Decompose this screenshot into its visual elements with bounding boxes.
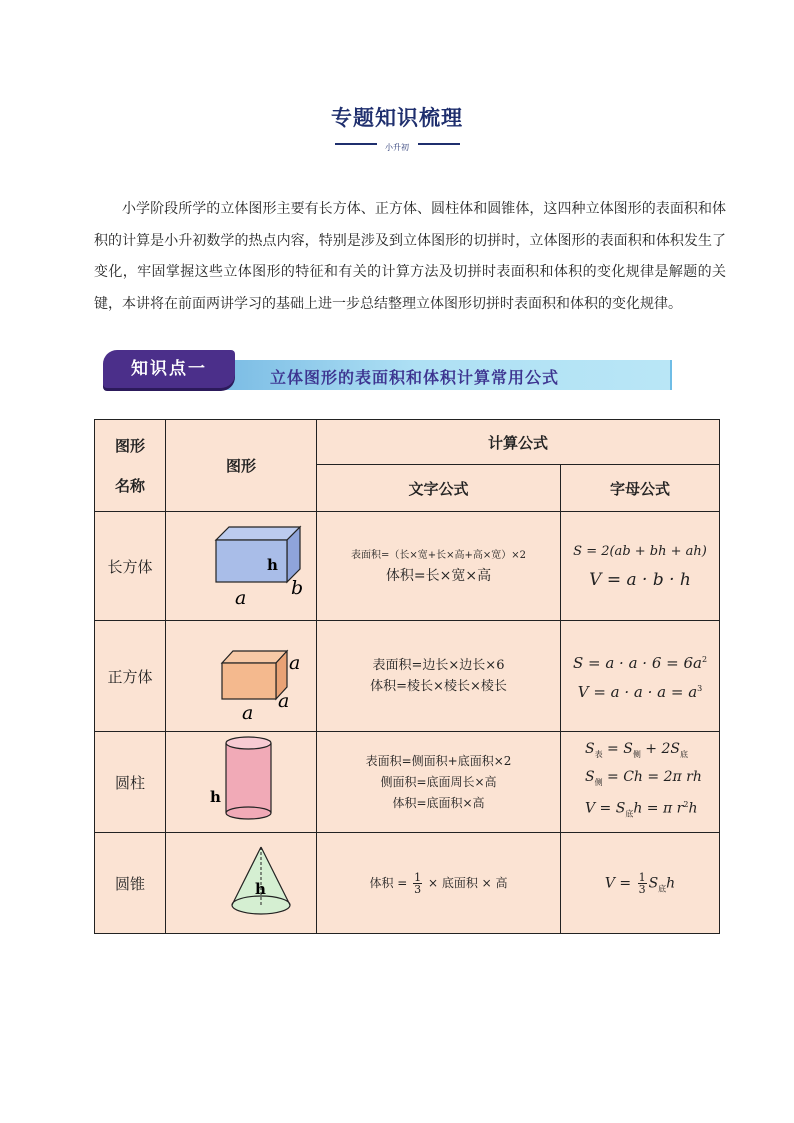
cylinder-side-text: 侧面积=底面周长×高 — [380, 774, 497, 789]
cylinder-figure-cell — [166, 732, 317, 833]
cube-surface-text: 表面积=边长×边长×6 — [372, 658, 505, 673]
table-row-cone — [95, 833, 720, 934]
cylinder-volume-text: 体积=底面积×高 — [392, 795, 485, 810]
cube-surface-letter: $S = a \cdot a \cdot 6 = 6a^2$ — [572, 654, 708, 672]
cuboid-figure-cell — [166, 512, 317, 621]
cube-figure — [166, 621, 316, 727]
cube-letter-formula — [561, 621, 720, 732]
cuboid-surface-letter: S = 2(ab + bh + ah) — [573, 544, 707, 559]
section-title: 立体图形的表面积和体积计算常用公式 — [270, 368, 560, 387]
header-text-formula: 文字公式 — [317, 465, 561, 512]
shape-name-cone: 圆锥 — [95, 833, 166, 934]
cube-figure-cell — [166, 621, 317, 732]
cuboid-surface-text: 表面积=（长×宽+长×高+高×宽）×2 — [350, 550, 526, 561]
cuboid-volume-letter: V = a · b · h — [589, 570, 691, 590]
cone-figure — [166, 833, 316, 929]
page-title: 专题知识梳理 — [331, 106, 463, 130]
section-badge: 知识点一 — [103, 350, 235, 388]
cylinder-figure — [166, 732, 316, 828]
divider-left — [335, 143, 377, 145]
cylinder-surface-text: 表面积=侧面积+底面积×2 — [365, 753, 512, 768]
label-a: a — [235, 587, 247, 609]
cuboid-letter-formula — [561, 512, 720, 621]
header-shape-name: 图形 名称 — [95, 420, 166, 512]
shape-name-cube: 正方体 — [95, 621, 166, 732]
header-figure: 图形 — [166, 420, 317, 512]
cone-figure-cell — [166, 833, 317, 934]
cylinder-surface-letter: $S_表 = S_侧 + 2S_底$ — [585, 741, 688, 760]
table-row-cuboid — [95, 512, 720, 621]
cylinder-volume-letter: $V = S_底h = \pi$ $r^2h$ — [585, 800, 698, 819]
formula-table — [94, 419, 720, 934]
header-letter-formula: 字母公式 — [561, 465, 720, 512]
label-b: b — [291, 577, 304, 599]
cylinder-text-formula — [317, 732, 561, 833]
page-header — [0, 102, 794, 150]
header-formula: 计算公式 — [317, 420, 720, 465]
label-a-top: a — [289, 652, 301, 674]
label-h: h — [210, 788, 221, 806]
label-a-side: a — [278, 690, 290, 712]
cuboid-text-formula — [317, 512, 561, 621]
label-h: h — [255, 880, 266, 898]
cube-text-formula — [317, 621, 561, 732]
subtitle-row — [0, 136, 794, 150]
section-heading — [100, 350, 675, 396]
cone-letter-formula: V = $\frac{1}{3}$ $S_底h$ — [561, 833, 720, 934]
cone-text-formula: 体积 = $\frac{1}{3}$ × 底面积 × 高 — [317, 833, 561, 934]
fraction-one-third: $\frac{1}{3}$ — [638, 870, 646, 896]
page-subtitle: 小升初 — [385, 143, 409, 152]
shape-name-cuboid: 长方体 — [95, 512, 166, 621]
divider-right — [418, 143, 460, 145]
shape-name-cylinder: 圆柱 — [95, 732, 166, 833]
fraction-one-third: $\frac{1}{3}$ — [414, 870, 422, 896]
cylinder-letter-formula — [561, 732, 720, 833]
cube-volume-letter: $V = a \cdot a \cdot a = a^3$ — [577, 683, 703, 701]
intro-paragraph: 小学阶段所学的立体图形主要有长方体、正方体、圆柱体和圆锥体，这四种立体图形的表面积和体积的计算是小升初数学的热点内容，特别是涉及到立体图形的切拼时，立体图形的表面积和体积发生了变化，牢固掌握这些立体图形的特征和有关的计算方法及切拼时表面积和体积的变化规律是解题的关键，本讲将在前面两讲学习的基础上进一步总结整理立体图形切拼时表面积和体积的变化规律。 — [94, 201, 726, 312]
label-a-bottom: a — [242, 702, 254, 724]
cuboid-figure — [166, 512, 316, 616]
cuboid-volume-text: 体积=长×宽×高 — [385, 568, 492, 584]
table-row-cube — [95, 621, 720, 732]
cylinder-side-letter: $S_侧 = Ch = 2\pi$ rh — [585, 769, 702, 788]
section-title-band — [160, 360, 672, 390]
table-row-cylinder — [95, 732, 720, 833]
label-h: h — [267, 556, 278, 574]
cube-volume-text: 体积=棱长×棱长×棱长 — [370, 679, 507, 694]
